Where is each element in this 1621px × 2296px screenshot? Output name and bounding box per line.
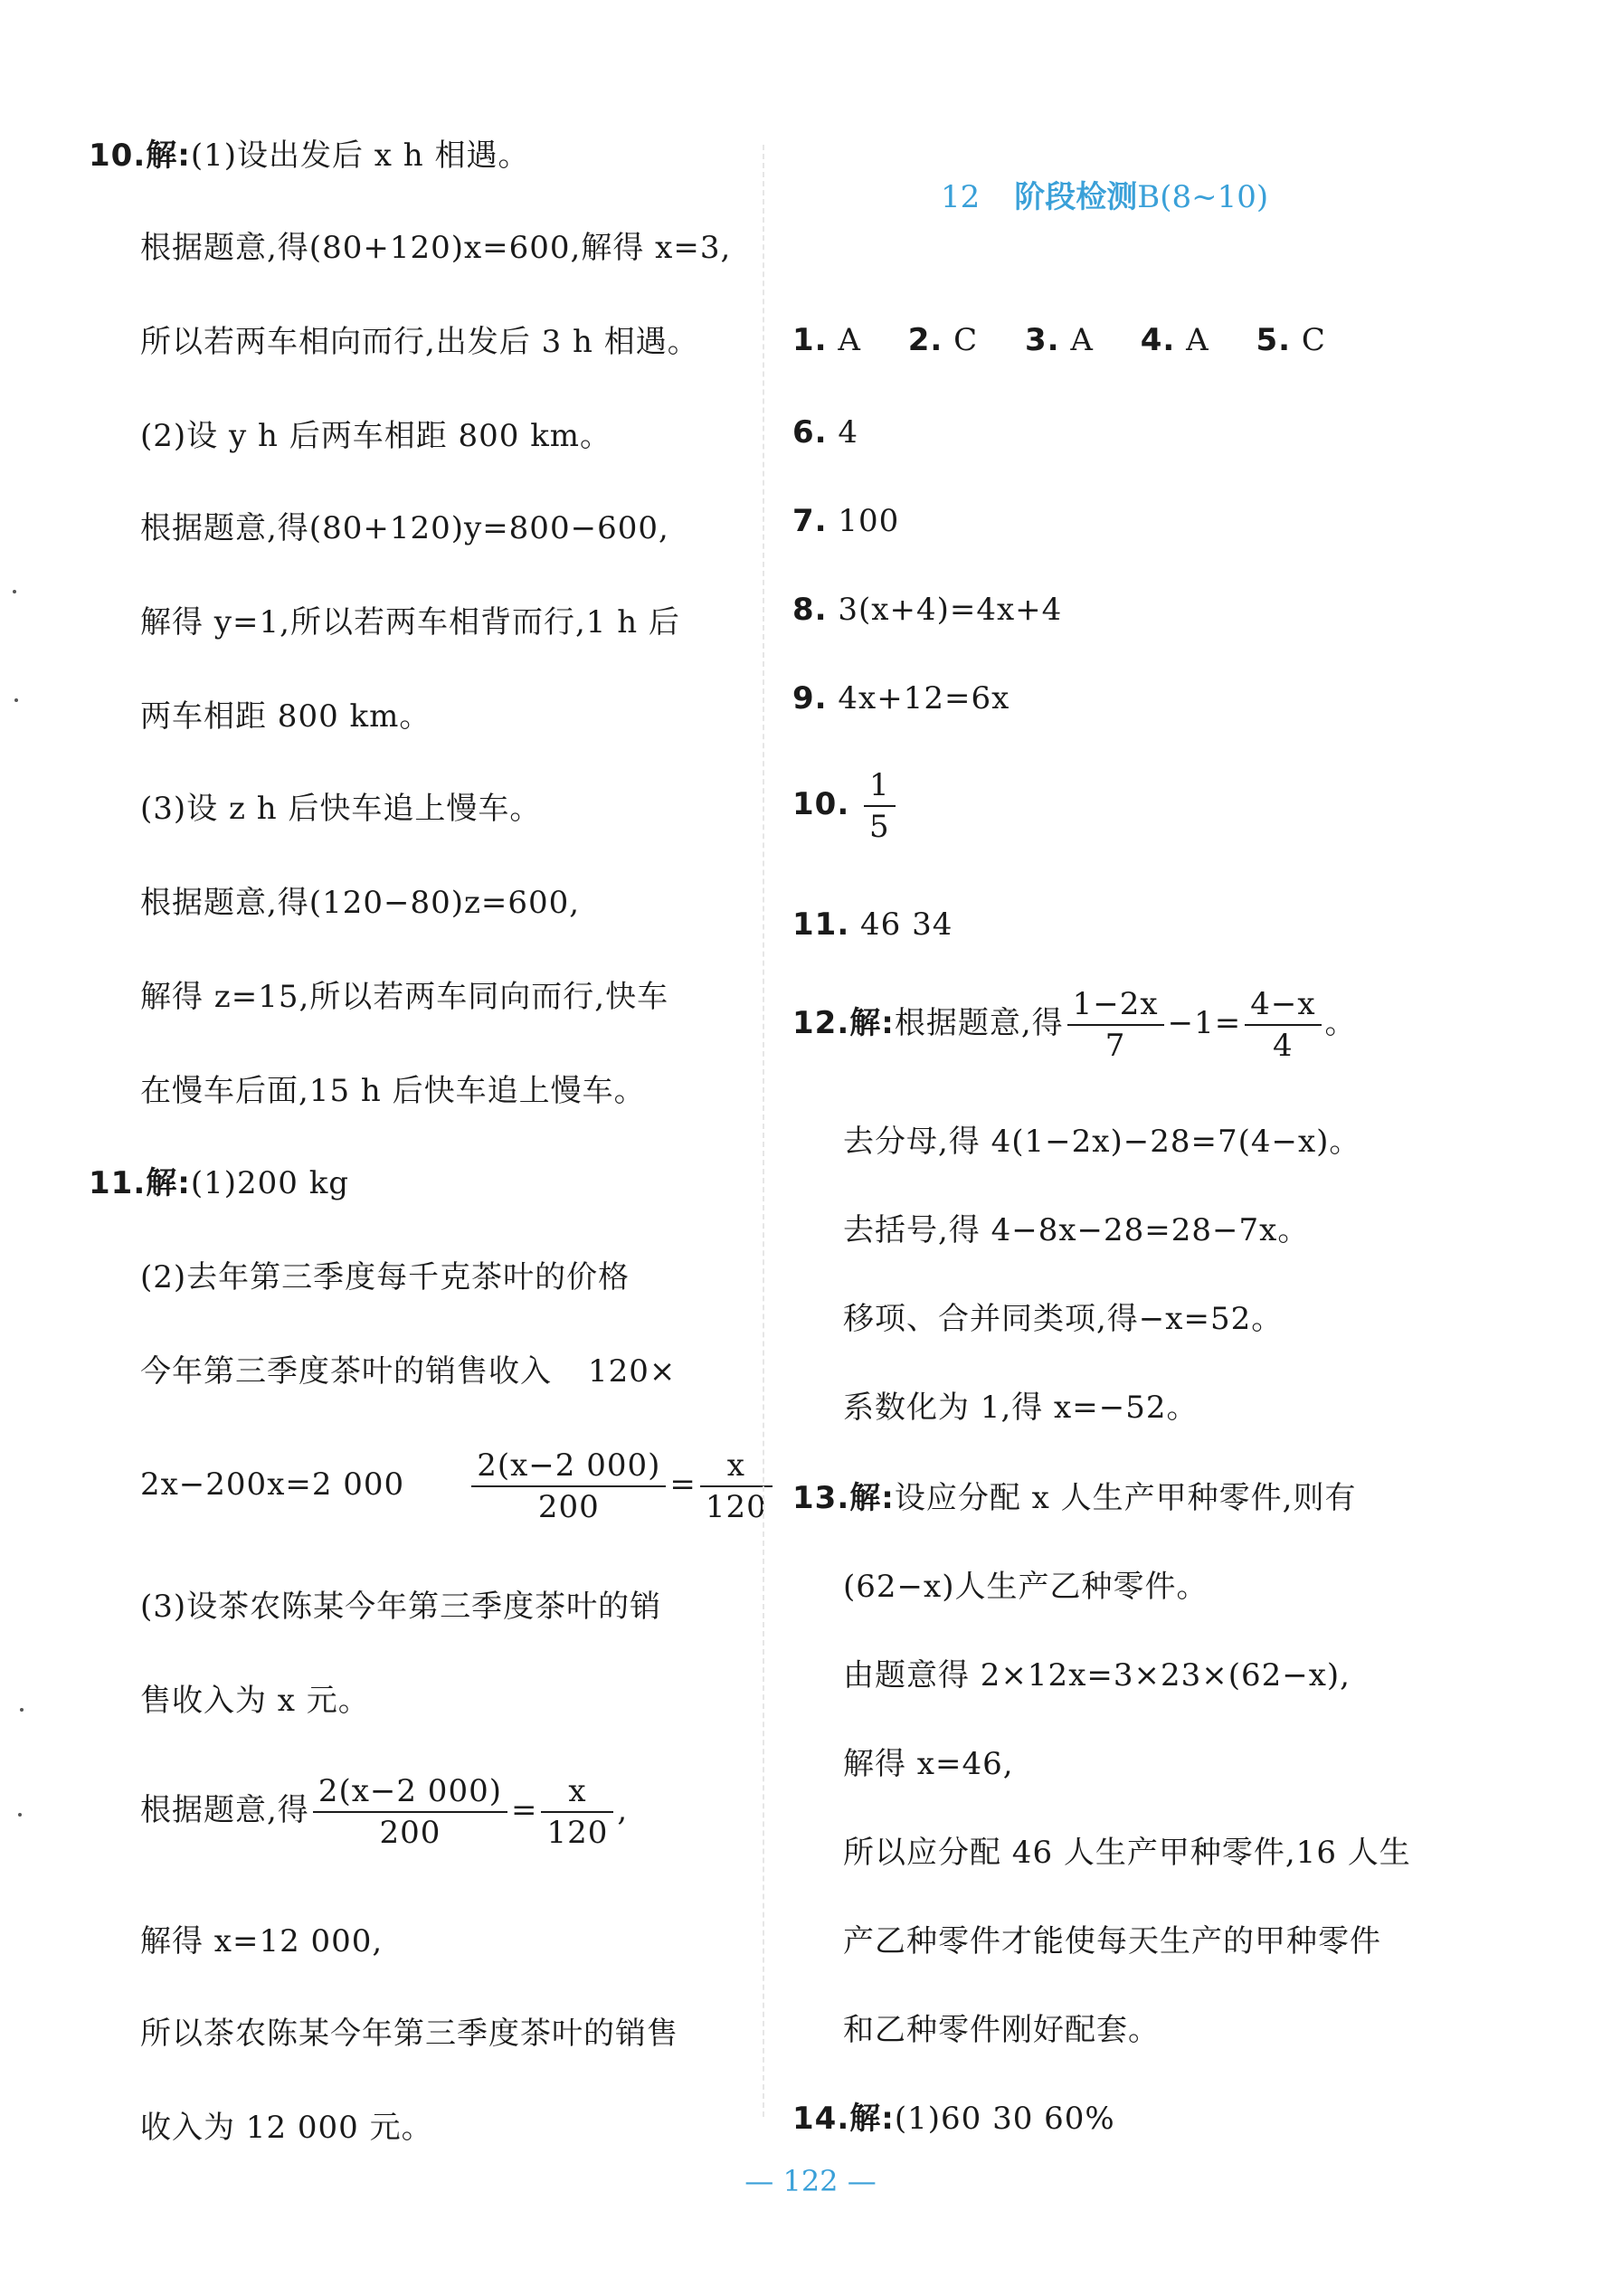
text-line: (2)去年第三季度每千克茶叶的价格 [140,1259,630,1295]
numerator: x [541,1773,613,1813]
text-line: 产乙种零件才能使每天生产的甲种零件 [843,1923,1381,1959]
question-number: 10. [792,786,850,822]
denominator: 200 [379,1815,441,1851]
text-line: 系数化为 1,得 x=−52。 [843,1390,1199,1426]
fraction [864,767,896,845]
fraction [471,1447,666,1525]
text-line: 去括号,得 4−8x−28=28−7x。 [843,1212,1310,1248]
answer: 4x+12=6x [838,680,1010,716]
denominator: 120 [546,1815,609,1851]
answer: A [838,322,861,358]
solution-label: 解 [146,138,178,174]
section-number: 12 [941,179,981,215]
numerator: 2(x−2 000) [313,1773,507,1813]
answer: A [1070,322,1094,358]
fraction [1067,986,1164,1064]
answer-11 [792,905,953,944]
text-line: 两车相距 800 km。 [140,698,431,735]
answer-13-line1: 13.解:设应分配 x 人生产甲种零件,则有 [792,1480,1357,1516]
denominator: 120 [705,1489,767,1525]
text-line: 所以应分配 46 人生产甲种零件,16 人生 [843,1835,1411,1871]
text-line: 和乙种零件刚好配套。 [843,2012,1160,2048]
page-number: — 122 — [744,2164,877,2198]
formula-line [140,1773,628,1851]
answer-12-line1: 12.解:根据题意,得 $\frac{1-2x}{7}$ −1= $\frac{4-x}{4}$ 。 [792,986,1357,1064]
answer: 100 [838,503,900,539]
text: (1)200 kg [190,1165,350,1201]
text-line: (62−x)人生产乙种零件。 [843,1569,1209,1605]
question-number: 6. [792,414,828,451]
section-title-bold: 阶段检测 [1014,179,1138,215]
fraction [313,1773,507,1851]
column-divider [763,145,764,2117]
text-line: 解得 z=15,所以若两车同向而行,快车 [140,979,669,1015]
text-line: 解得 x=12 000, [140,1923,384,1959]
solution-label: 解 [849,1005,882,1041]
scan-speck [18,1813,22,1817]
denominator: 5 [869,809,890,845]
text: −1= [1167,1005,1242,1041]
comma: , [617,1792,629,1828]
answer: A [1186,322,1209,358]
section-title-range: B(8~10) [1137,179,1269,215]
left-q11-line1: 11.解:(1)200 kg [89,1165,350,1201]
text: 120× [588,1353,677,1390]
text: (1)60 30 60% [894,2101,1115,2137]
fraction [700,1447,773,1525]
solution-label: 解 [849,1480,882,1516]
solution-label: 解 [849,2101,882,2137]
denominator: 4 [1273,1028,1294,1064]
question-number: 7. [792,503,828,539]
text-line: (3)设 z h 后快车追上慢车。 [140,791,542,827]
answer-7 [792,501,899,541]
answers-1-5 [792,320,1326,360]
text-line: 所以若两车相向而行,出发后 3 h 相遇。 [140,324,699,360]
numerator: 1 [864,767,896,807]
answer-10 [792,767,899,845]
text-line: 移项、合并同类项,得−x=52。 [843,1301,1284,1337]
text: 设应分配 x 人生产甲种零件,则有 [894,1480,1357,1516]
question-number: 12. [792,1005,850,1041]
text-line: 在慢车后面,15 h 后快车追上慢车。 [140,1073,646,1109]
text: 今年第三季度茶叶的销售收入 [140,1353,552,1390]
question-number: 11. [89,1165,147,1201]
answer: 3(x+4)=4x+4 [838,592,1063,628]
question-number: 1. [792,322,828,358]
text: 根据题意,得 [894,1005,1064,1041]
text: 根据题意,得 [140,1792,309,1828]
answer: 46 34 [860,906,953,943]
section-title [941,177,1268,217]
text-line: 根据题意,得(120−80)z=600, [140,885,581,921]
text-line: 售收入为 x 元。 [140,1683,370,1719]
left-q10-line1: 10.解:(1)设出发后 x h 相遇。 [89,138,530,174]
text-line: 解得 y=1,所以若两车相背而行,1 h 后 [140,604,680,640]
question-number: 4. [1140,322,1176,358]
text-line: (3)设茶农陈某今年第三季度茶叶的销 [140,1589,662,1625]
scan-speck [20,1708,24,1712]
answer-14-line1: 14.解:(1)60 30 60% [792,2101,1115,2137]
text-line: 解得 x=46, [843,1746,1014,1782]
numerator: 1−2x [1067,986,1164,1026]
numerator: x [700,1447,773,1487]
denominator: 200 [537,1489,600,1525]
solution-label: 解 [146,1165,178,1201]
question-number: 9. [792,680,828,716]
text-line: 去分母,得 4(1−2x)−28=7(4−x)。 [843,1124,1361,1160]
text-line: 根据题意,得(80+120)y=800−600, [140,510,669,546]
answer: 4 [838,414,859,451]
text: 。 [1324,1005,1357,1041]
question-number: 11. [792,906,850,943]
fraction [541,1773,613,1851]
question-number: 2. [907,322,943,358]
scan-speck [13,590,16,593]
fraction [1245,986,1321,1064]
denominator: 7 [1104,1028,1126,1064]
formula-line [140,1447,776,1525]
answer: C [953,322,979,358]
text-line: 由题意得 2×12x=3×23×(62−x), [843,1657,1351,1694]
text: (1)设出发后 x h 相遇。 [190,138,530,174]
numerator: 2(x−2 000) [471,1447,666,1487]
question-number: 10. [89,138,147,174]
equals: = [669,1466,697,1503]
answer-9 [792,678,1010,718]
text-line [140,1352,676,1391]
answer-8 [792,590,1062,630]
question-number: 14. [792,2101,850,2137]
scan-speck [14,698,18,702]
text-line: 根据题意,得(80+120)x=600,解得 x=3, [140,230,732,266]
question-number: 5. [1256,322,1292,358]
question-number: 3. [1024,322,1060,358]
text-line: (2)设 y h 后两车相距 800 km。 [140,418,612,454]
text-line: 收入为 12 000 元。 [140,2110,433,2146]
question-number: 8. [792,592,828,628]
equals: = [510,1792,538,1828]
question-number: 13. [792,1480,850,1516]
answer-6 [792,413,858,452]
equation: 2x−200x=2 000 [140,1466,405,1503]
text-line: 所以茶农陈某今年第三季度茶叶的销售 [140,2016,678,2052]
numerator: 4−x [1245,986,1321,1026]
answer: C [1301,322,1326,358]
